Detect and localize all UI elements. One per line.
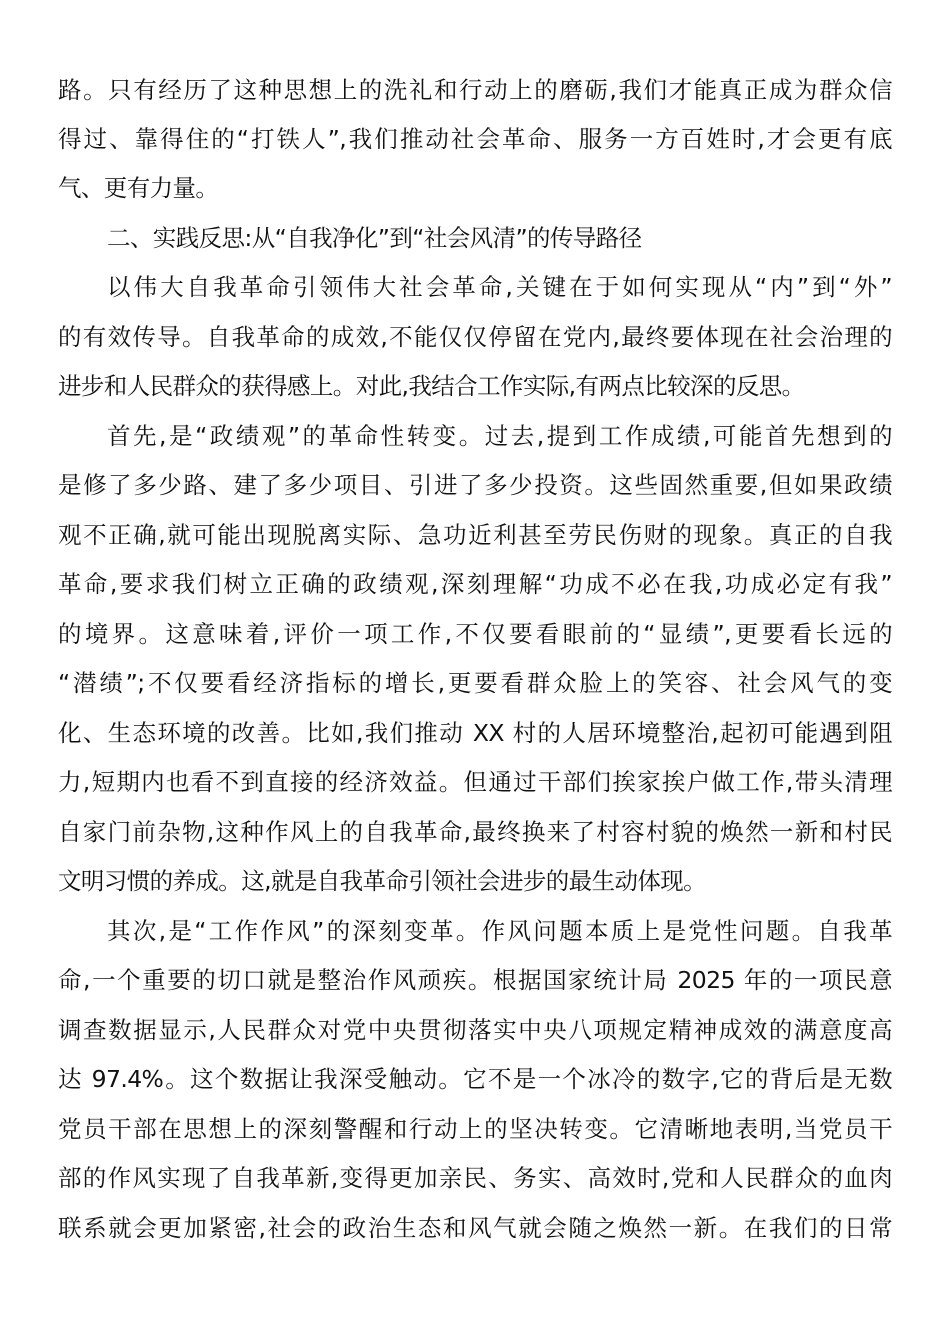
paragraph-line: 文明习惯的养成。这,就是自我革命引领社会进步的最生动体现。 — [58, 867, 707, 895]
paragraph-line: 命,一个重要的切口就是整治作风顽疾。根据国家统计局 2025 年的一项民意 — [58, 966, 892, 994]
paragraph-line: 调查数据显示,人民群众对党中央贯彻落实中央八项规定精神成效的满意度高 — [58, 1016, 892, 1044]
paragraph-line: 力,短期内也看不到直接的经济效益。但通过干部们挨家挨户做工作,带头清理 — [58, 768, 892, 796]
paragraph-line: 进步和人民群众的获得感上。对此,我结合工作实际,有两点比较深的反思。 — [58, 372, 805, 400]
paragraph-line: 是修了多少路、建了多少项目、引进了多少投资。这些固然重要,但如果政绩 — [58, 471, 892, 499]
paragraph-line: “潜绩”;不仅要看经济指标的增长,更要看群众脸上的笑容、社会风气的变 — [58, 669, 892, 697]
paragraph-line: 首先,是“政绩观”的革命性转变。过去,提到工作成绩,可能首先想到的 — [107, 422, 892, 450]
paragraph-line: 气、更有力量。 — [58, 174, 219, 202]
paragraph-line: 部的作风实现了自我革新,变得更加亲民、务实、高效时,党和人民群众的血肉 — [58, 1164, 892, 1192]
paragraph-line: 联系就会更加紧密,社会的政治生态和风气就会随之焕然一新。在我们的日常 — [58, 1214, 892, 1242]
paragraph-line: 达 97.4%。这个数据让我深受触动。它不是一个冰冷的数字,它的背后是无数 — [58, 1065, 892, 1093]
paragraph-line: 以伟大自我革命引领伟大社会革命,关键在于如何实现从“内”到“外” — [107, 273, 892, 301]
paragraph-line: 其次,是“工作作风”的深刻变革。作风问题本质上是党性问题。自我革 — [107, 917, 892, 945]
paragraph-line: 党员干部在思想上的深刻警醒和行动上的坚决转变。它清晰地表明,当党员干 — [58, 1115, 892, 1143]
paragraph-line: 路。只有经历了这种思想上的洗礼和行动上的磨砺,我们才能真正成为群众信 — [58, 76, 892, 104]
paragraph-line: 的有效传导。自我革命的成效,不能仅仅停留在党内,最终要体现在社会治理的 — [58, 323, 892, 351]
paragraph-line: 化、生态环境的改善。比如,我们推动 XX 村的人居环境整治,起初可能遇到阻 — [58, 719, 892, 747]
paragraph-line: 革命,要求我们树立正确的政绩观,深刻理解“功成不必在我,功成必定有我” — [58, 570, 892, 598]
paragraph-line: 的境界。这意味着,评价一项工作,不仅要看眼前的“显绩”,更要看长远的 — [58, 620, 892, 648]
paragraph-line: 得过、靠得住的“打铁人”,我们推动社会革命、服务一方百姓时,才会更有底 — [58, 125, 892, 153]
paragraph-line: 观不正确,就可能出现脱离实际、急功近利甚至劳民伤财的现象。真正的自我 — [58, 521, 892, 549]
section-heading: 二、实践反思:从“自我净化”到“社会风清”的传导路径 — [107, 224, 642, 252]
paragraph-line: 自家门前杂物,这种作风上的自我革命,最终换来了村容村貌的焕然一新和村民 — [58, 818, 892, 846]
